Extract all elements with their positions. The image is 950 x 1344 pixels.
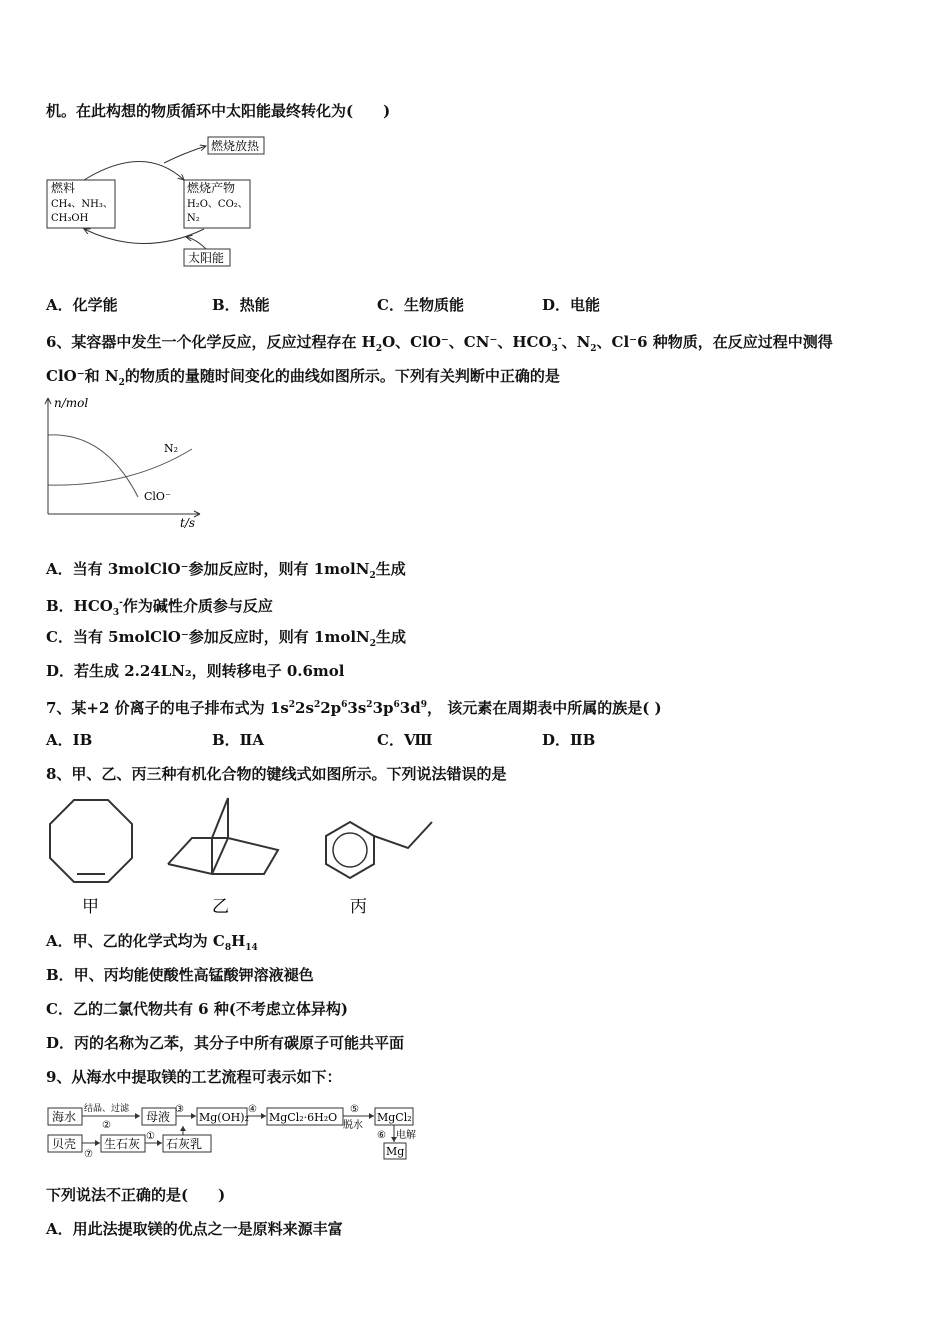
q6-stem-line2: ClO⁻和 $N_2$的物质的量随时间变化的曲线如图所示。下列有关判断中正确的是: [46, 367, 560, 388]
label-mgcl2: MgCl₂: [377, 1111, 412, 1124]
label-n3: ③: [175, 1104, 184, 1115]
curve-n2-label: N₂: [164, 442, 179, 455]
label-seawater: 海水: [52, 1110, 77, 1124]
label-jia: 甲: [82, 897, 99, 917]
q8-option-d: D．丙的名称为乙苯，其分子中所有碳原子可能共平面: [46, 1034, 405, 1052]
q7-option-b: B．ⅡA: [212, 731, 264, 749]
cyclooctene-ring: [50, 800, 132, 882]
arrow-fuel-to-products: [84, 162, 184, 181]
q5-stem: 机。在此构想的物质循环中太阳能最终转化为( ): [46, 102, 391, 120]
q7-option-d: D．ⅡB: [542, 731, 596, 749]
label-n6: ⑥: [377, 1130, 386, 1141]
curve-clo-label: ClO⁻: [144, 490, 171, 503]
q9-stem: 9、从海水中提取镁的工艺流程可表示如下：: [46, 1068, 342, 1086]
curve-clo: [48, 435, 138, 497]
label-mg: Mg: [386, 1145, 405, 1158]
label-dehyd: 脱水: [343, 1120, 363, 1131]
label-solar: 太阳能: [188, 251, 225, 265]
q9-option-a: A．用此法提取镁的优点之一是原料来源丰富: [46, 1220, 343, 1238]
label-burn-heat: 燃烧放热: [211, 139, 260, 153]
label-n5: ⑤: [350, 1104, 359, 1115]
label-bing: 丙: [350, 897, 367, 917]
label-electro: 电解: [396, 1130, 416, 1141]
label-n7: ⑦: [84, 1149, 93, 1160]
label-fuel-line2: CH₃OH: [51, 213, 89, 224]
q5-option-b: B．热能: [212, 296, 270, 314]
label-shell: 贝壳: [52, 1137, 77, 1151]
bicyclo-bonds-3: [212, 838, 278, 874]
q5-option-a: A．化学能: [46, 296, 118, 314]
q6-stem-line1: 6、某容器中发生一个化学反应，反应过程存在 $H_2O$、ClO⁻、CN⁻、$HCO_3^-$、$N_2$、Cl⁻6 种物质，在反应过程中测得: [46, 333, 833, 354]
label-mother: 母液: [146, 1110, 171, 1124]
q8-option-b: B．甲、丙均能使酸性高锰酸钾溶液褪色: [46, 966, 314, 984]
mg-extraction-flow: [44, 1098, 424, 1164]
q8-option-c: C．乙的二氯代物共有 6 种(不考虑立体异构): [46, 1000, 349, 1018]
label-n4: ④: [248, 1104, 257, 1115]
q6-option-a: A．当有 3molClO⁻参加反应时，则有 1molN$_2$生成: [46, 560, 406, 581]
q6-option-d: D．若生成 2.24LN₂，则转移电子 0.6mol: [46, 662, 345, 680]
q6-option-c: C．当有 5molClO⁻参加反应时，则有 1molN$_2$生成: [46, 628, 407, 649]
y-axis-label: n/mol: [54, 396, 89, 410]
label-yi: 乙: [212, 897, 229, 917]
q8-option-a: A．甲、乙的化学式均为 $C_8H_{14}$: [46, 932, 258, 953]
label-products-line1: H₂O、CO₂、: [187, 199, 248, 210]
label-quicklime: 生石灰: [104, 1137, 141, 1151]
ethyl-chain: [374, 822, 432, 848]
q9-sub-question: 下列说法不正确的是( ): [46, 1186, 226, 1204]
label-mgcl-hydrate: MgCl₂·6H₂O: [269, 1111, 338, 1124]
label-n1: ①: [146, 1131, 155, 1142]
arrow-products-to-fuel: [84, 229, 204, 244]
q5-option-c: C．生物质能: [377, 296, 464, 314]
structure-diagrams: [40, 792, 440, 922]
label-limemilk: 石灰乳: [166, 1137, 203, 1151]
q8-stem: 8、甲、乙、丙三种有机化合物的键线式如图所示。下列说法错误的是: [46, 765, 507, 783]
amount-vs-time-graph: [40, 394, 210, 534]
label-products-line2: N₂: [187, 213, 200, 224]
q7-stem: 7、某+2 价离子的电子排布式为 $1s^22s^22p^63s^23p^63d^9$， 该元素在周期表中所属的族是( ): [46, 699, 662, 717]
q7-option-a: A．ⅠB: [46, 731, 93, 749]
arrow-to-heat: [164, 146, 206, 163]
x-axis-label: t/s: [180, 516, 196, 530]
benzene-aromatic-circle: [333, 833, 367, 867]
q6-option-b: B．$HCO_3^-$作为碱性介质参与反应: [46, 597, 273, 618]
bicyclo-bonds-1: [168, 798, 228, 864]
label-cryst: 结晶、过滤: [84, 1104, 130, 1114]
q5-option-d: D．电能: [542, 296, 601, 314]
label-fuel-title: 燃料: [51, 181, 76, 195]
label-mgoh: Mg(OH)₂: [199, 1111, 249, 1124]
bicyclo-bonds-2: [168, 838, 228, 874]
q7-option-c: C．Ⅷ: [377, 731, 433, 749]
label-n2: ②: [102, 1120, 111, 1131]
label-fuel-line1: CH₄、NH₃、: [51, 199, 113, 210]
arrow-solar-input: [186, 237, 206, 249]
bicyclo-bridge-top: [212, 798, 228, 838]
material-cycle-diagram: [44, 133, 284, 273]
label-products-title: 燃烧产物: [187, 181, 236, 195]
